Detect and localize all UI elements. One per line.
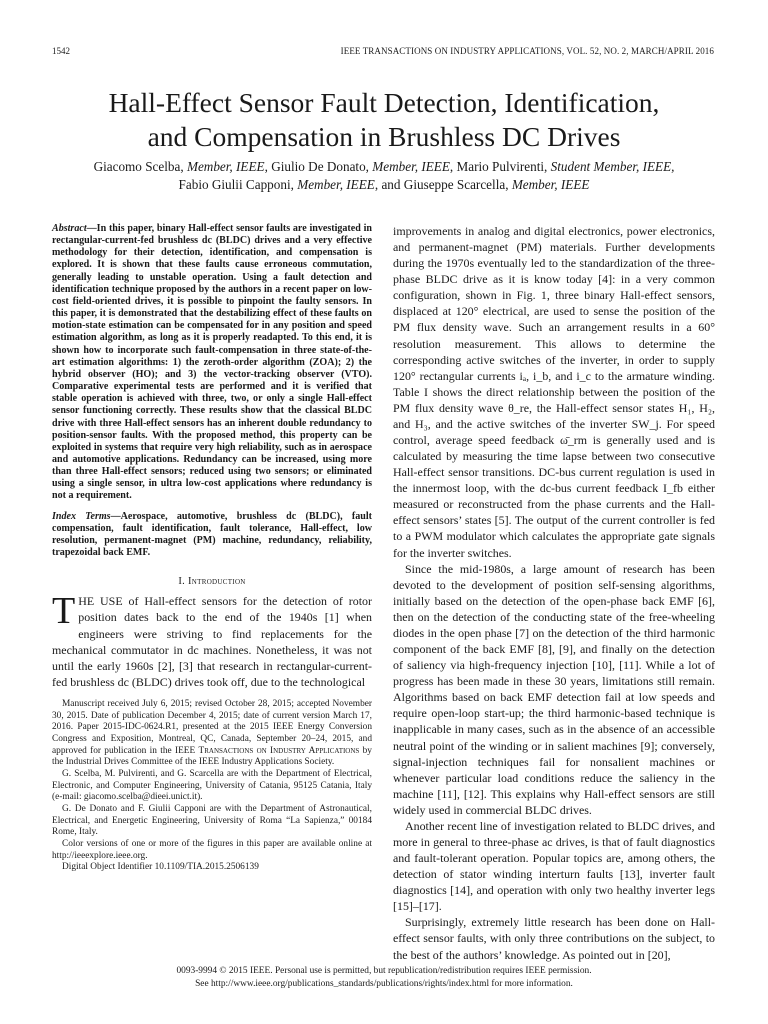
abstract-label: Abstract bbox=[52, 223, 87, 234]
page-number: 1542 bbox=[52, 46, 70, 56]
author-4-name: Fabio Giulii Capponi, bbox=[178, 177, 298, 192]
author-3-name: , Mario Pulvirenti, bbox=[449, 159, 551, 174]
footnotes bbox=[52, 699, 372, 874]
intro-text: of Hall-effect sensors for the detection of rotor position dates back to the end of the 1940s [1] when engineers were striving to find replacements for the mechanical commutator in dc machines. Nonetheless, it was not until the early 1960s [2], [3] that research in rectangular-current-fed brushless dc (BLDC) drives took off, due to the technological bbox=[52, 594, 372, 689]
paper-title bbox=[40, 86, 728, 154]
author-1-name: Giacomo Scelba, bbox=[93, 159, 187, 174]
footnote-manuscript-text: Manuscript received July 6, 2015; revised October 28, 2015; accepted November 30, 2015. Date of publication December 4, 2015; date of current version March 17, 2016. Paper 2015-IDC-0624.R1, presented at the 2015 IEEE Energy Conversion Congress and Exposition, Montreal, QC, Canada, September 20–24, 2015, and approved for publication in the IEEE bbox=[52, 699, 372, 756]
body-paragraph-1: improvements in analog and digital electronics, power electronics, and permanent-magnet (PM) materials. Further developments during the 1970s eventually led to the standardization of the three-phase BLDC drive as it is know today [4]: in a very common configuration, shown in Fig. 1, three binary Hall-effect sensors, displaced at 120° electrical, are used to sense the position of the PM flux density wave. Such an arrangement results in a 60° resolution measurement. This allows to determine the corresponding active switches of the inverter, in order to supply 120° rectangular currents iₐ, i_b, and i_c to the armature winding. Table I shows the direct relationship between the position of the PM flux density wave θ_re, the Hall-effect sensor states H₁, H₂, and H₃, and the active switches of the inverter SW_j. For speed control, average speed feedback ω̄_rm is generally used and is calculated by measuring the time lapse between two consecutive Hall-effect sensor transitions. DC-bus current regulation is used in the innermost loop, with the dc-bus current feedback I_fb either measured or reconstructed from the phase currents and the Hall-effect sensors’ states [5]. The output of the current controller is fed to a PWM modulator which calculates the appropriate gate signals for the inverter switches. bbox=[393, 224, 715, 560]
index-terms bbox=[52, 511, 372, 560]
rights-link-line: See http://www.ieee.org/publications_standards/publications/rights/index.html for more information. bbox=[195, 978, 573, 989]
drop-cap: T bbox=[52, 590, 76, 633]
section-title: Introduction bbox=[188, 576, 246, 588]
footnote-affiliation-2: G. De Donato and F. Giulii Capponi are with the Department of Astronautical, Electrical, and Energetic Engineering, University of Roma “La Sapienza,” 00184 Rome, Italy. bbox=[52, 804, 372, 838]
author-2-role: Member, IEEE bbox=[372, 159, 450, 174]
body-paragraph-3: Another recent line of investigation related to BLDC drives, and more in general to three-phase ac drives, is that of fault diagnostics and fault-tolerant operation. Popular topics are, among others, the detection of stator winding interturn faults [13], inverter fault diagnostics [14], and operation with only two healthy inverter legs [15]–[17]. bbox=[393, 818, 715, 914]
author-2-name: , Giulio De Donato, bbox=[264, 159, 373, 174]
footnote-journal-name: Transactions on Industry Applications bbox=[198, 745, 360, 756]
title-line-2: and Compensation in Brushless DC Drives bbox=[147, 121, 621, 152]
author-4-role: Member, IEEE bbox=[297, 177, 375, 192]
index-terms-text: —Aerospace, automotive, brushless dc (BLDC), fault compensation, fault identification, fault tolerance, Hall-effect, low resolution, permanent-magnet (PM) machine, redundancy, reliability, trapezoidal back EMF. bbox=[52, 510, 372, 559]
footnote-affiliation-1: G. Scelba, M. Pulvirenti, and G. Scarcella are with the Department of Electrical, Electronic, and Computer Engineering, University of Catania, 95125 Catania, Italy (e-mail: giacomo.scelba@dieei.unict.it). bbox=[52, 769, 372, 803]
footnote-doi: Digital Object Identifier 10.1109/TIA.2015.2506139 bbox=[62, 862, 259, 873]
right-column bbox=[393, 223, 715, 963]
intro-lead: HE USE bbox=[78, 594, 123, 609]
copyright-line: 0093-9994 © 2015 IEEE. Personal use is permitted, but republication/redistribution requires IEEE permission. bbox=[176, 966, 592, 976]
abstract-text: —In this paper, binary Hall-effect sensor faults are investigated in rectangular-current-fed brushless dc (BLDC) drives and a very effective methodology for their detection, identification, and compensation is explored. It is shown that these faults cause erroneous commutation, generally leading to unstable operation. Using a fault detection and identification technique proposed by the authors in a recent paper on low-cost field-oriented drives, it is possible to pinpoint the faulty sensors. In this paper, it is demonstrated that the destabilizing effect of these faults on motion-state estimation can be compensated for in any position and speed estimation algorithm, as long as it is properly readapted. To this end, it is shown how to incorporate such fault-compensation in three state-of-the-art estimation algorithms: 1) the zeroth-order algorithm (ZOA); 2) the hybrid observer (HO); and 3) the vector-tracking observer (VTO). Comparative experimental tests are performed and it is verified that stable operation is achieved with three, two, or only a single Hall-effect sensor functioning correctly. These results show that the classical BLDC drive with three Hall-effect sensors has an inherent double redundancy to position-sensor faults. With the proposed method, this property can be exploited in systems that require very high reliability, such as in aerospace and automotive applications. Redundancy can be increased, using more than three Hall-effect sensors; reduced using two sensors; or eliminated using a single sensor, in ultra low-cost applications where redundancy is not a requirement. bbox=[52, 223, 372, 502]
footnote-manuscript bbox=[52, 699, 372, 769]
title-line-1: Hall-Effect Sensor Fault Detection, Identification, bbox=[108, 87, 660, 118]
left-column bbox=[52, 223, 372, 874]
abstract bbox=[52, 223, 372, 503]
author-list bbox=[40, 158, 728, 194]
section-heading bbox=[52, 576, 372, 587]
footnote-manuscript-end: by the Industrial Drives Committee of the IEEE Industry Applications Society. bbox=[52, 745, 372, 768]
intro-paragraph bbox=[52, 590, 372, 690]
author-5-name: , and Giuseppe Scarcella, bbox=[374, 177, 512, 192]
footnote-color-versions: Color versions of one or more of the figures in this paper are available online at http://ieeexplore.ieee.org. bbox=[52, 839, 372, 861]
author-1-role: Member, IEEE bbox=[186, 159, 265, 174]
copyright-footer bbox=[40, 965, 728, 990]
index-terms-label: Index Terms bbox=[52, 510, 111, 522]
section-number: I. bbox=[178, 576, 188, 588]
journal-running-head: IEEE TRANSACTIONS ON INDUSTRY APPLICATIONS, VOL. 52, NO. 2, MARCH/APRIL 2016 bbox=[340, 46, 714, 56]
author-3-role: Student Member, IEEE, bbox=[550, 159, 675, 174]
body-paragraph-4: Surprisingly, extremely little research has been done on Hall-effect sensor faults, with only three contributions on the subject, to the best of the authors’ knowledge. As pointed out in [20], bbox=[393, 915, 715, 962]
body-paragraph-2: Since the mid-1980s, a large amount of research has been devoted to the development of position self-sensing algorithms, initially based on the detection of the open-phase back EMF [6], then on the detection of the conducting state of the free-wheeling diodes in the open phase [7] on the detection of the third harmonic component of the back EMF [8], [9], and finally on the detection of saliency via high-frequency injection [10], [11]. While a lot of progress has been made in these 30 years, limitations still remain. Algorithms based on back EMF detection fail at low speeds and require open-loop start-up; the third harmonic-based technique is inapplicable in many cases, such as in the absence of an accessible neutral point of the winding or in salient machines [9]; conversely, signal-injection techniques fail for nonsalient machines or whenever particular load conditions reduce the saliency in the machine [11], [12]. This explains why Hall-effect sensors are still widely used in commercial BLDC drives. bbox=[393, 561, 715, 817]
author-5-role: Member, IEEE bbox=[511, 177, 590, 192]
